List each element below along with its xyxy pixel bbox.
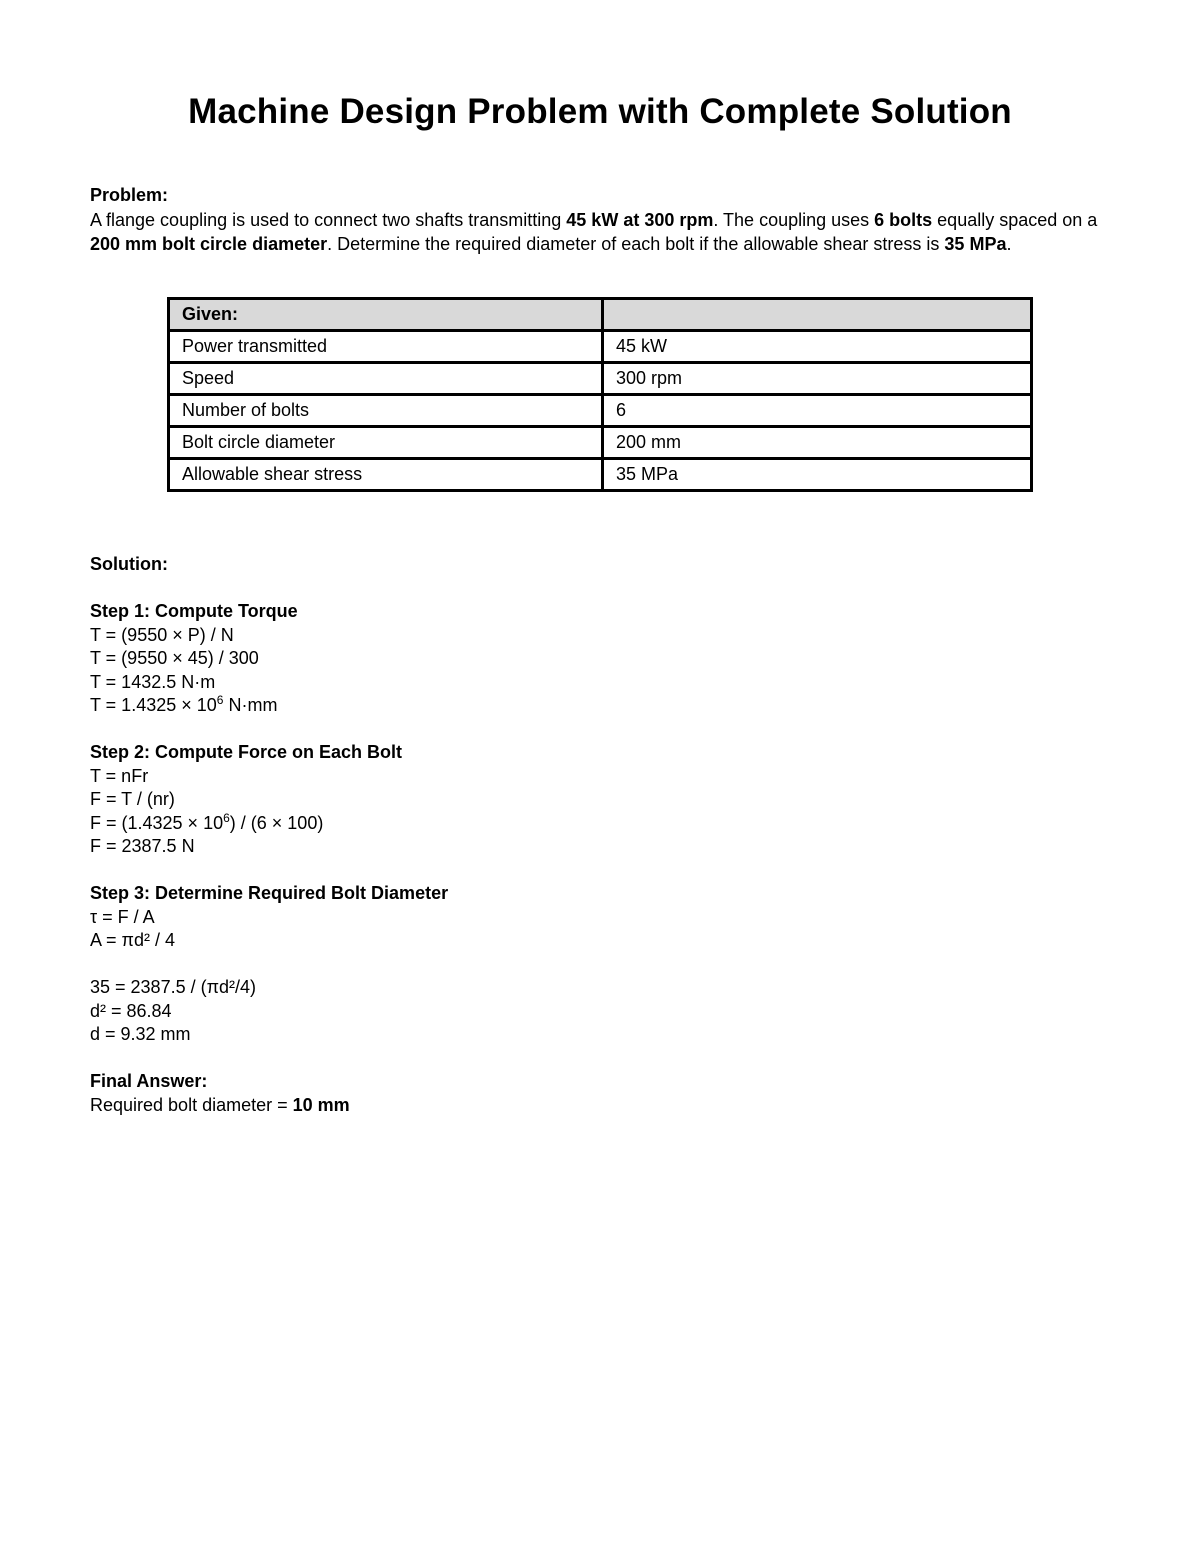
problem-text-5: . Determine the required diameter of each bolt if the allowable shear stress is bbox=[327, 234, 945, 254]
problem-section bbox=[90, 183, 1120, 257]
step1-last-post: N·mm bbox=[223, 695, 278, 715]
given-header-empty bbox=[603, 299, 1032, 331]
given-value: 6 bbox=[603, 395, 1032, 427]
given-label: Bolt circle diameter bbox=[169, 427, 603, 459]
given-table bbox=[167, 297, 1033, 492]
final-answer-line bbox=[90, 1094, 1090, 1118]
step2-l3-pre: F = (1.4325 × 10 bbox=[90, 812, 224, 833]
problem-at: at bbox=[618, 209, 645, 230]
given-label: Number of bolts bbox=[169, 395, 603, 427]
step3-line: τ = F / A bbox=[90, 906, 155, 927]
table-row bbox=[169, 363, 1032, 395]
final-answer-value: 10 mm bbox=[292, 1094, 350, 1115]
problem-text-3: . The coupling uses bbox=[713, 209, 875, 230]
problem-speed: 300 rpm bbox=[644, 209, 714, 230]
step3-line: d = 9.32 mm bbox=[90, 1024, 191, 1044]
final-answer-text: Required bolt diameter = bbox=[90, 1094, 293, 1115]
given-value: 35 MPa bbox=[603, 459, 1032, 491]
problem-bolt-circle: 200 mm bolt circle diameter bbox=[90, 234, 328, 254]
problem-stress: 35 MPa bbox=[944, 234, 1007, 254]
step1-line: T = (9550 × P) / N bbox=[90, 624, 234, 645]
given-label: Speed bbox=[169, 363, 603, 395]
table-row bbox=[169, 427, 1032, 459]
given-label: Allowable shear stress bbox=[169, 459, 603, 491]
step3-heading: Step 3: Determine Required Bolt Diameter bbox=[90, 883, 449, 903]
table-row bbox=[169, 331, 1032, 363]
table-row bbox=[169, 459, 1032, 491]
problem-bolts: 6 bolts bbox=[874, 209, 933, 230]
problem-statement bbox=[90, 208, 1120, 257]
solution-heading: Solution: bbox=[90, 554, 168, 574]
step2-line: F = 2387.5 N bbox=[90, 836, 195, 856]
given-header: Given: bbox=[169, 299, 603, 331]
problem-power: 45 kW bbox=[566, 209, 619, 230]
step3-line: 35 = 2387.5 / (πd²/4) bbox=[90, 977, 257, 997]
step1-last-sup: 6 bbox=[216, 693, 224, 707]
step2-line-force-calc bbox=[90, 812, 1090, 836]
step2-line: T = nFr bbox=[90, 765, 149, 786]
problem-text-1: A flange coupling is used to connect two shafts transmitting bbox=[90, 209, 567, 230]
step1-last-pre: T = 1.4325 × 10 bbox=[90, 695, 217, 715]
given-value: 300 rpm bbox=[603, 363, 1032, 395]
problem-text-6: . bbox=[1006, 234, 1012, 254]
table-row bbox=[169, 395, 1032, 427]
step1-line: T = 1432.5 N·m bbox=[90, 671, 216, 692]
step1-line-torque-nmm bbox=[90, 694, 1090, 718]
given-value: 200 mm bbox=[603, 427, 1032, 459]
step3-line: A = πd² / 4 bbox=[90, 930, 175, 950]
step2-heading: Step 2: Compute Force on Each Bolt bbox=[90, 742, 403, 762]
step2-line: F = T / (nr) bbox=[90, 789, 175, 809]
given-table-header-row bbox=[169, 299, 1032, 331]
problem-text-4: equally spaced on a bbox=[932, 209, 1098, 230]
solution-section bbox=[90, 553, 1090, 1117]
step2-l3-sup: 6 bbox=[223, 810, 230, 825]
given-value: 45 kW bbox=[603, 331, 1032, 363]
step2-l3-post: ) / (6 × 100) bbox=[229, 812, 324, 833]
given-label: Power transmitted bbox=[169, 331, 603, 363]
problem-heading: Problem: bbox=[90, 185, 169, 205]
step3-line: d² = 86.84 bbox=[90, 1000, 172, 1021]
step1-line: T = (9550 × 45) / 300 bbox=[90, 648, 259, 668]
page-title: Machine Design Problem with Complete Solution bbox=[188, 92, 1012, 131]
final-answer-heading: Final Answer: bbox=[90, 1071, 208, 1091]
step1-heading: Step 1: Compute Torque bbox=[90, 601, 298, 621]
